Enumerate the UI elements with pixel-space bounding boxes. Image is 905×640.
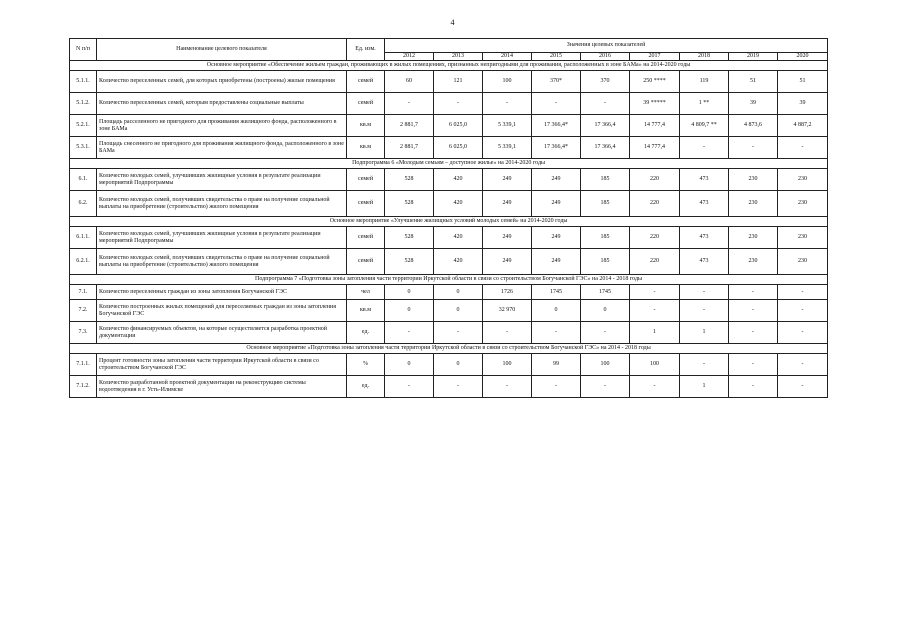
value-cell: - (680, 137, 729, 159)
unit-cell: семей (347, 169, 385, 191)
value-cell: 99 (532, 354, 581, 376)
value-cell: 17 366,4* (532, 137, 581, 159)
table-row (70, 300, 828, 322)
value-cell: - (778, 285, 828, 300)
value-cell: - (680, 285, 729, 300)
value-cell: 220 (630, 169, 680, 191)
value-cell: - (581, 322, 630, 344)
indicator-name: Количество молодых семей, получивших свидетельства о праве на получение социальной выплаты на приобретение (строительство) жилого помещения (97, 249, 347, 275)
value-cell: - (630, 300, 680, 322)
value-cell: 17 366,4 (581, 137, 630, 159)
page-number: 4 (450, 18, 455, 27)
header-year: 2015 (532, 53, 581, 61)
unit-cell: ед. (347, 322, 385, 344)
indicator-name: Количество переселенных семей, для которых приобретены (построены) жилые помещения (97, 71, 347, 93)
value-cell: 230 (778, 169, 828, 191)
unit-cell: кв.м (347, 115, 385, 137)
value-cell: 185 (581, 191, 630, 217)
section-title: Подпрограмма 7 «Подготовка зоны затопления части территории Иркутской области в связи со строительством Богучанской ГЭС» на 2014 - 2018 годы (70, 275, 828, 285)
value-cell: 1 (680, 322, 729, 344)
value-cell: - (729, 300, 778, 322)
table-row (70, 71, 828, 93)
value-cell: 0 (385, 354, 434, 376)
row-number: 7.1.1. (70, 354, 97, 376)
value-cell: 370* (532, 71, 581, 93)
section-title: Основное мероприятие «Подготовка зоны затопления части территории Иркутской области в связи со строительством Богучанской ГЭС» на 2014 - 2018 годы (70, 344, 828, 354)
value-cell: 528 (385, 169, 434, 191)
value-cell: 39 (778, 93, 828, 115)
indicator-name: Площадь снесенного не пригодного для проживания жилищного фонда, расположенного в зоне БАМа (97, 137, 347, 159)
value-cell: 39 (729, 93, 778, 115)
section-title: Основное мероприятие «Улучшение жилищных условий молодых семей» на 2014-2020 годы (70, 217, 828, 227)
value-cell: 249 (532, 227, 581, 249)
value-cell: 17 366,4* (532, 115, 581, 137)
value-cell: - (778, 322, 828, 344)
value-cell: 1745 (581, 285, 630, 300)
header-values-group: Значения целевых показателей (385, 39, 828, 53)
row-number: 6.2. (70, 191, 97, 217)
value-cell: - (630, 285, 680, 300)
header-year: 2014 (483, 53, 532, 61)
table-row (70, 191, 828, 217)
value-cell: 14 777,4 (630, 115, 680, 137)
header-name: Наименование целевого показателя (97, 39, 347, 61)
value-cell: 0 (385, 285, 434, 300)
indicator-name: Количество молодых семей, улучшивших жилищные условия в результате реализации мероприятий Подпрограммы (97, 169, 347, 191)
value-cell: 249 (483, 249, 532, 275)
value-cell: 230 (729, 191, 778, 217)
value-cell: 119 (680, 71, 729, 93)
unit-cell: семей (347, 191, 385, 217)
row-number: 6.1.1. (70, 227, 97, 249)
value-cell: 473 (680, 249, 729, 275)
value-cell: 528 (385, 191, 434, 217)
value-cell: 1 (630, 322, 680, 344)
value-cell: 249 (483, 191, 532, 217)
value-cell: 2 881,7 (385, 115, 434, 137)
value-cell: - (434, 322, 483, 344)
value-cell: 230 (778, 249, 828, 275)
value-cell: 32 970 (483, 300, 532, 322)
table-row (70, 137, 828, 159)
value-cell: 4 887,2 (778, 115, 828, 137)
indicator-name: Количество финансируемых объектов, на которые осуществляется разработка проектной документации (97, 322, 347, 344)
unit-cell: ед. (347, 376, 385, 398)
value-cell: 6 025,0 (434, 115, 483, 137)
value-cell: - (778, 137, 828, 159)
value-cell: 528 (385, 249, 434, 275)
value-cell: - (483, 376, 532, 398)
value-cell: 230 (729, 227, 778, 249)
value-cell: 249 (532, 249, 581, 275)
value-cell: - (581, 93, 630, 115)
value-cell: 230 (729, 249, 778, 275)
row-number: 5.2.1. (70, 115, 97, 137)
row-number: 7.3. (70, 322, 97, 344)
value-cell: 0 (434, 354, 483, 376)
value-cell: 5 339,1 (483, 137, 532, 159)
value-cell: 51 (778, 71, 828, 93)
value-cell: 4 873,6 (729, 115, 778, 137)
row-number: 5.3.1. (70, 137, 97, 159)
value-cell: 0 (434, 300, 483, 322)
indicator-name: Количество молодых семей, получивших свидетельства о праве на получение социальной выплаты на приобретение (строительство) жилого помещения (97, 191, 347, 217)
value-cell: - (385, 322, 434, 344)
value-cell: 220 (630, 249, 680, 275)
indicator-name: Количество построенных жилых помещений для переселяемых граждан из зоны затопления Богучанской ГЭС (97, 300, 347, 322)
indicator-name: Количество переселенных семей, которым предоставлены социальные выплаты (97, 93, 347, 115)
value-cell: - (532, 93, 581, 115)
table-row (70, 93, 828, 115)
value-cell: 249 (483, 227, 532, 249)
value-cell: 5 339,1 (483, 115, 532, 137)
target-indicators-table (69, 38, 828, 398)
value-cell: - (680, 300, 729, 322)
indicator-name: Количество молодых семей, улучшивших жилищные условия в результате реализации мероприятий Подпрограммы (97, 227, 347, 249)
value-cell: 1726 (483, 285, 532, 300)
value-cell: - (729, 322, 778, 344)
value-cell: 185 (581, 169, 630, 191)
value-cell: 249 (483, 169, 532, 191)
value-cell: - (581, 376, 630, 398)
value-cell: 473 (680, 169, 729, 191)
section-row (70, 61, 828, 71)
header-year: 2016 (581, 53, 630, 61)
table-row (70, 115, 828, 137)
value-cell: 100 (630, 354, 680, 376)
value-cell: 473 (680, 227, 729, 249)
unit-cell: кв.м (347, 300, 385, 322)
value-cell: 0 (532, 300, 581, 322)
value-cell: - (729, 285, 778, 300)
unit-cell: % (347, 354, 385, 376)
value-cell: - (729, 376, 778, 398)
value-cell: 60 (385, 71, 434, 93)
value-cell: 0 (434, 285, 483, 300)
value-cell: - (630, 376, 680, 398)
value-cell: 2 881,7 (385, 137, 434, 159)
value-cell: - (680, 354, 729, 376)
section-row (70, 217, 828, 227)
header-unit: Ед. изм. (347, 39, 385, 61)
value-cell: 230 (729, 169, 778, 191)
header-year: 2018 (680, 53, 729, 61)
value-cell: 420 (434, 249, 483, 275)
value-cell: 121 (434, 71, 483, 93)
row-number: 5.1.1. (70, 71, 97, 93)
table-row (70, 227, 828, 249)
header-year: 2012 (385, 53, 434, 61)
unit-cell: чел (347, 285, 385, 300)
value-cell: 185 (581, 249, 630, 275)
value-cell: - (434, 376, 483, 398)
row-number: 7.2. (70, 300, 97, 322)
value-cell: - (532, 322, 581, 344)
table-row (70, 249, 828, 275)
value-cell: 420 (434, 191, 483, 217)
table-row (70, 285, 828, 300)
value-cell: 220 (630, 191, 680, 217)
value-cell: 100 (483, 71, 532, 93)
value-cell: 1745 (532, 285, 581, 300)
row-number: 7.1.2. (70, 376, 97, 398)
value-cell: - (385, 376, 434, 398)
section-row (70, 344, 828, 354)
table-row (70, 169, 828, 191)
value-cell: - (729, 137, 778, 159)
section-row (70, 275, 828, 285)
value-cell: 17 366,4 (581, 115, 630, 137)
value-cell: - (434, 93, 483, 115)
header-year: 2020 (778, 53, 828, 61)
unit-cell: семей (347, 93, 385, 115)
value-cell: 230 (778, 227, 828, 249)
value-cell: - (483, 93, 532, 115)
value-cell: 0 (385, 300, 434, 322)
unit-cell: семей (347, 249, 385, 275)
value-cell: - (483, 322, 532, 344)
row-number: 5.1.2. (70, 93, 97, 115)
header-year: 2013 (434, 53, 483, 61)
value-cell: 39 ***** (630, 93, 680, 115)
value-cell: 249 (532, 191, 581, 217)
value-cell: 14 777,4 (630, 137, 680, 159)
value-cell: 250 **** (630, 71, 680, 93)
unit-cell: семей (347, 71, 385, 93)
row-number: 6.2.1. (70, 249, 97, 275)
value-cell: 0 (581, 300, 630, 322)
indicator-name: Площадь расселенного не пригодного для проживания жилищного фонда, расположенного в зоне БАМа (97, 115, 347, 137)
row-number: 7.1. (70, 285, 97, 300)
table-row (70, 354, 828, 376)
unit-cell: семей (347, 227, 385, 249)
section-title: Подпрограмма 6 «Молодым семьям – доступное жилье» на 2014-2020 годы (70, 159, 828, 169)
value-cell: 370 (581, 71, 630, 93)
value-cell: 1 (680, 376, 729, 398)
indicator-name: Количество переселенных граждан из зоны затопления Богучанской ГЭС (97, 285, 347, 300)
indicator-name: Количество разработанной проектной документации на реконструкцию системы водоотведения в г. Усть-Илимске (97, 376, 347, 398)
section-row (70, 159, 828, 169)
value-cell: 528 (385, 227, 434, 249)
value-cell: - (385, 93, 434, 115)
value-cell: - (778, 354, 828, 376)
value-cell: 220 (630, 227, 680, 249)
row-number: 6.1. (70, 169, 97, 191)
value-cell: - (729, 354, 778, 376)
value-cell: 100 (581, 354, 630, 376)
value-cell: 6 025,0 (434, 137, 483, 159)
value-cell: 100 (483, 354, 532, 376)
value-cell: 4 809,7 ** (680, 115, 729, 137)
value-cell: 51 (729, 71, 778, 93)
value-cell: 230 (778, 191, 828, 217)
value-cell: 420 (434, 227, 483, 249)
value-cell: - (778, 300, 828, 322)
value-cell: 185 (581, 227, 630, 249)
header-year: 2017 (630, 53, 680, 61)
value-cell: 249 (532, 169, 581, 191)
section-title: Основное мероприятие «Обеспечение жильем граждан, проживающих в жилых помещениях, признанных непригодными для проживания, расположенных в зоне БАМа» на 2014-2020 годы (70, 61, 828, 71)
header-num: N п/п (70, 39, 97, 61)
value-cell: 420 (434, 169, 483, 191)
value-cell: - (532, 376, 581, 398)
value-cell: 1 ** (680, 93, 729, 115)
value-cell: - (778, 376, 828, 398)
header-year: 2019 (729, 53, 778, 61)
value-cell: 473 (680, 191, 729, 217)
indicator-name: Процент готовности зоны затопления части территории Иркутской области в связи со строительством Богучанской ГЭС (97, 354, 347, 376)
table-row (70, 322, 828, 344)
unit-cell: кв.м (347, 137, 385, 159)
table-row (70, 376, 828, 398)
